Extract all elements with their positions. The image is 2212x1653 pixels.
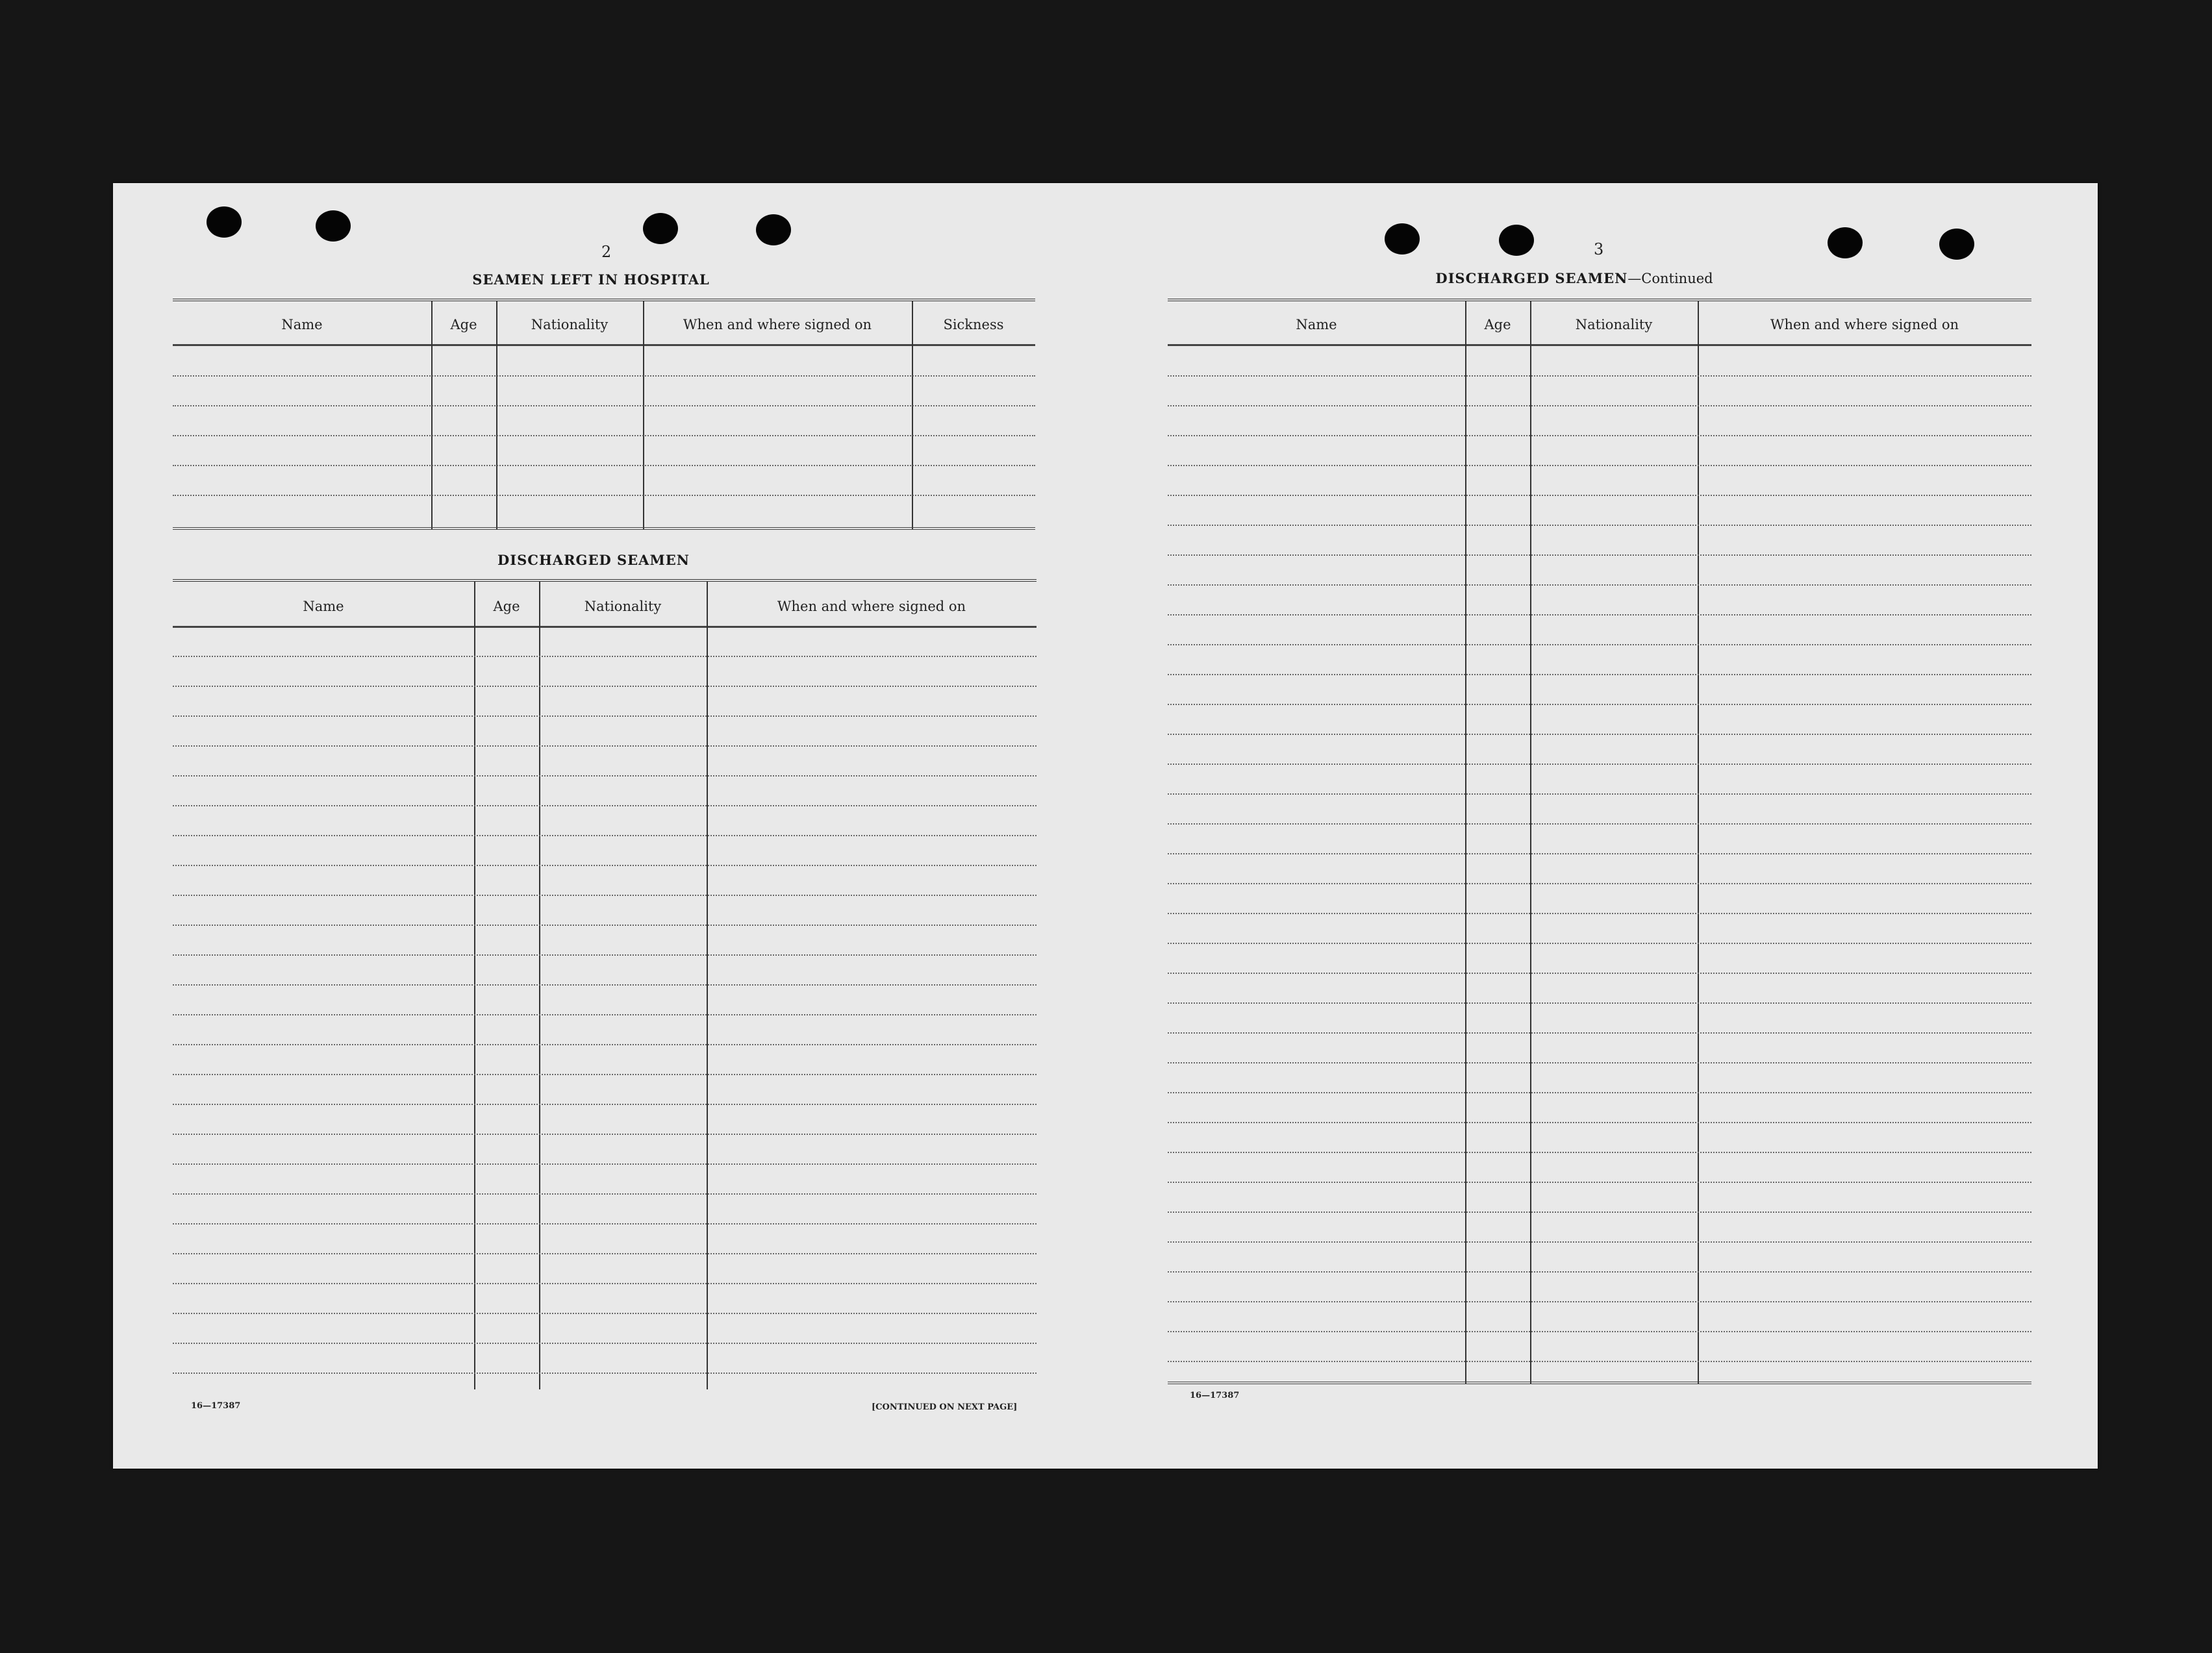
scanned-form-sheet	[113, 183, 2098, 1469]
table-row	[173, 375, 1035, 377]
continued-note: [CONTINUED ON NEXT PAGE]	[872, 1402, 1018, 1412]
table-row	[173, 1163, 1037, 1165]
table-row	[1168, 1002, 2031, 1004]
table-row	[1168, 734, 2031, 735]
column-header: Name	[1296, 317, 1337, 332]
column-header: When and where signed on	[683, 317, 872, 332]
table-row	[173, 1044, 1037, 1045]
column-header: When and where signed on	[1770, 317, 1959, 332]
right-form-number: 16—17387	[1190, 1391, 1240, 1400]
table-row	[1168, 913, 2031, 914]
table-row	[173, 1373, 1037, 1374]
table-top-rule	[1168, 299, 2031, 301]
left-form-number: 16—17387	[191, 1401, 241, 1411]
column-header: Sickness	[943, 317, 1004, 332]
punch-hole	[1385, 223, 1420, 255]
table-row	[1168, 1331, 2031, 1332]
discharged-table-left	[173, 579, 1037, 1392]
table-row	[173, 656, 1037, 657]
table-row	[1168, 823, 2031, 825]
discharged-title-text: DISCHARGED SEAMEN	[1435, 270, 1628, 286]
right-page-number: 3	[1594, 240, 1604, 258]
table-row	[1168, 405, 2031, 406]
hospital-table	[173, 299, 1035, 532]
table-row	[173, 1223, 1037, 1224]
table-row	[173, 405, 1035, 406]
table-row	[1168, 435, 2031, 436]
table-row	[173, 984, 1037, 986]
table-row	[1168, 614, 2031, 615]
table-row	[1168, 1212, 2031, 1213]
table-row	[1168, 1361, 2031, 1362]
punch-hole	[1499, 225, 1534, 256]
table-row	[1168, 943, 2031, 944]
punch-hole	[1939, 229, 1974, 260]
column-divider	[1698, 301, 1699, 1384]
table-row	[173, 1253, 1037, 1254]
table-row	[1168, 704, 2031, 705]
table-row	[1168, 764, 2031, 765]
punch-hole	[207, 206, 242, 238]
table-row	[173, 835, 1037, 836]
continued-suffix: —Continued	[1628, 271, 1713, 286]
column-header: Nationality	[531, 317, 609, 332]
table-row	[1168, 883, 2031, 884]
punch-hole	[1828, 227, 1863, 258]
table-row	[173, 1074, 1037, 1075]
table-row	[1168, 375, 2031, 377]
table-row	[173, 435, 1035, 436]
punch-hole	[756, 214, 791, 245]
column-header: When and where signed on	[777, 599, 966, 614]
discharged-table-right	[1168, 299, 2031, 1387]
column-header: Nationality	[1575, 317, 1653, 332]
hospital-section-title: SEAMEN LEFT IN HOSPITAL	[472, 271, 710, 288]
column-divider	[474, 582, 475, 1389]
left-page-number: 2	[601, 243, 612, 261]
discharged-section-title: DISCHARGED SEAMEN	[497, 552, 690, 568]
table-row	[173, 686, 1037, 687]
table-top-rule	[173, 579, 1037, 582]
table-top-rule	[173, 299, 1035, 301]
table-row	[1168, 644, 2031, 645]
table-row	[173, 865, 1037, 866]
table-row	[1168, 1032, 2031, 1034]
discharged-continued-title	[1418, 270, 1730, 286]
table-row	[1168, 1152, 2031, 1153]
table-row	[1168, 554, 2031, 556]
column-header: Age	[450, 317, 477, 332]
table-row	[173, 775, 1037, 777]
table-row	[173, 895, 1037, 896]
table-row	[1168, 525, 2031, 526]
table-row	[1168, 973, 2031, 974]
table-row	[173, 495, 1035, 496]
table-row	[173, 465, 1035, 466]
punch-hole	[316, 210, 351, 242]
table-row	[1168, 1271, 2031, 1273]
table-bottom-rule	[1168, 1382, 2031, 1384]
table-row	[173, 1313, 1037, 1314]
column-header: Name	[303, 599, 344, 614]
table-row	[1168, 674, 2031, 675]
column-divider	[707, 582, 708, 1389]
column-divider	[539, 582, 540, 1389]
table-row	[173, 1283, 1037, 1284]
table-row	[1168, 1182, 2031, 1183]
punch-hole	[643, 213, 678, 244]
table-row	[1168, 495, 2031, 496]
table-row	[173, 1134, 1037, 1135]
table-header-rule	[173, 344, 1035, 346]
table-row	[1168, 1092, 2031, 1093]
table-row	[173, 954, 1037, 956]
table-header-rule	[173, 626, 1037, 628]
table-row	[1168, 1062, 2031, 1063]
table-row	[1168, 1301, 2031, 1302]
table-header-rule	[1168, 344, 2031, 346]
table-row	[1168, 793, 2031, 795]
table-row	[173, 1104, 1037, 1105]
table-row	[173, 1343, 1037, 1344]
table-row	[1168, 1122, 2031, 1123]
table-row	[173, 1193, 1037, 1195]
column-header: Name	[281, 317, 323, 332]
column-header: Age	[1484, 317, 1511, 332]
column-divider	[1530, 301, 1531, 1384]
table-row	[173, 715, 1037, 717]
table-row	[1168, 1241, 2031, 1243]
column-divider	[1465, 301, 1466, 1384]
table-row	[1168, 853, 2031, 854]
table-row	[173, 805, 1037, 806]
table-row	[1168, 584, 2031, 586]
column-header: Age	[493, 599, 520, 614]
table-row	[173, 745, 1037, 747]
table-row	[173, 925, 1037, 926]
table-row	[1168, 465, 2031, 466]
table-row	[173, 1014, 1037, 1015]
table-bottom-rule	[173, 527, 1035, 530]
column-header: Nationality	[584, 599, 662, 614]
